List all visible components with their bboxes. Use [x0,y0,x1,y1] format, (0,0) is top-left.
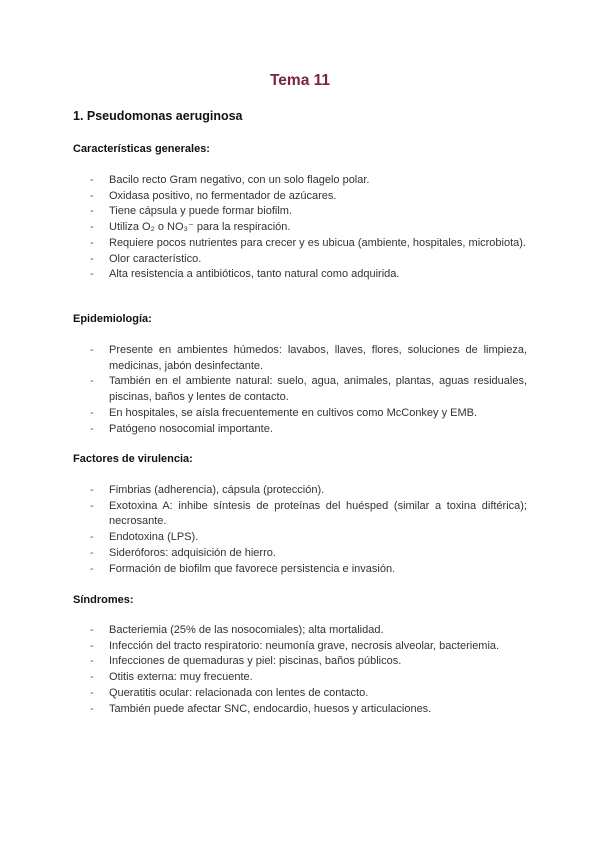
list-caracteristicas [90,173,527,283]
list-item: - Requiere pocos nutrientes para crecer y es ubicua (ambiente, hospitales, microbiota). [90,236,527,252]
list-factores-virulencia [90,483,527,577]
bullet-dash: - [90,546,94,559]
bullet-dash: - [90,406,94,419]
list-item: - Formación de biofilm que favorece persistencia e invasión. [90,562,527,578]
list-item: - Sideróforos: adquisición de hierro. [90,546,527,562]
page-title: Tema 11 [269,72,331,89]
list-item: - Exotoxina A: inhibe síntesis de proteínas del huésped (similar a toxina diftérica); necrosante. [90,499,527,528]
bullet-dash: - [90,375,94,388]
bullet-dash: - [90,205,94,218]
heading-epidemiologia: Epidemiología: [73,313,152,325]
bullet-dash: - [90,499,94,512]
list-item: - Alta resistencia a antibióticos, tanto natural como adquirida. [90,267,527,283]
heading-factores-virulencia: Factores de virulencia: [73,453,193,465]
bullet-dash: - [90,671,94,684]
list-item: - Bacteriemia (25% de las nosocomiales); alta mortalidad. [90,623,527,639]
list-item: - Patógeno nosocomial importante. [90,422,527,438]
list-item: - Utiliza O₂ o NO₃⁻ para la respiración. [90,220,527,236]
heading-caracteristicas: Características generales: [73,143,210,155]
heading-sindromes: Síndromes: [73,594,134,606]
bullet-dash: - [90,484,94,496]
list-item: - Infección del tracto respiratorio: neumonía grave, necrosis alveolar, bacteriemia. [90,639,527,655]
list-item: - Otitis externa: muy frecuente. [90,670,527,686]
bullet-dash: - [90,639,94,652]
bullet-dash: - [90,252,94,265]
section-title: 1. Pseudomonas aeruginosa [73,109,243,123]
list-item: - Fimbrias (adherencia), cápsula (protección). [90,483,527,499]
list-item: - Olor característico. [90,252,527,268]
list-item: - En hospitales, se aísla frecuentemente en cultivos como McConkey y EMB. [90,406,527,422]
bullet-dash: - [90,531,94,544]
bullet-dash: - [90,624,94,636]
list-item: - Bacilo recto Gram negativo, con un solo flagelo polar. [90,173,527,189]
list-item: - Oxidasa positivo, no fermentador de azúcares. [90,189,527,205]
bullet-dash: - [90,686,94,699]
list-item: - Queratitis ocular: relacionada con lentes de contacto. [90,686,527,702]
list-item: - Infecciones de quemaduras y piel: piscinas, baños públicos. [90,654,527,670]
bullet-dash: - [90,189,94,202]
list-item: - También en el ambiente natural: suelo, agua, animales, plantas, aguas residuales, piscinas, baños y lentes de contacto. [90,375,527,404]
list-sindromes [90,623,527,717]
bullet-dash: - [90,655,94,668]
list-item: - También puede afectar SNC, endocardio, huesos y articulaciones. [90,702,527,718]
list-item: - Endotoxina (LPS). [90,530,527,546]
list-item: - Tiene cápsula y puede formar biofilm. [90,204,527,220]
bullet-dash: - [90,268,94,281]
bullet-dash: - [90,422,94,435]
bullet-dash: - [90,221,94,234]
bullet-dash: - [90,174,94,186]
bullet-dash: - [90,344,94,356]
bullet-dash: - [90,562,94,575]
bullet-dash: - [90,236,94,249]
list-epidemiologia [90,343,527,437]
list-item: - Presente en ambientes húmedos: lavabos, llaves, flores, soluciones de limpieza, medicinas, jabón desinfectante. [90,344,527,372]
bullet-dash: - [90,702,94,715]
